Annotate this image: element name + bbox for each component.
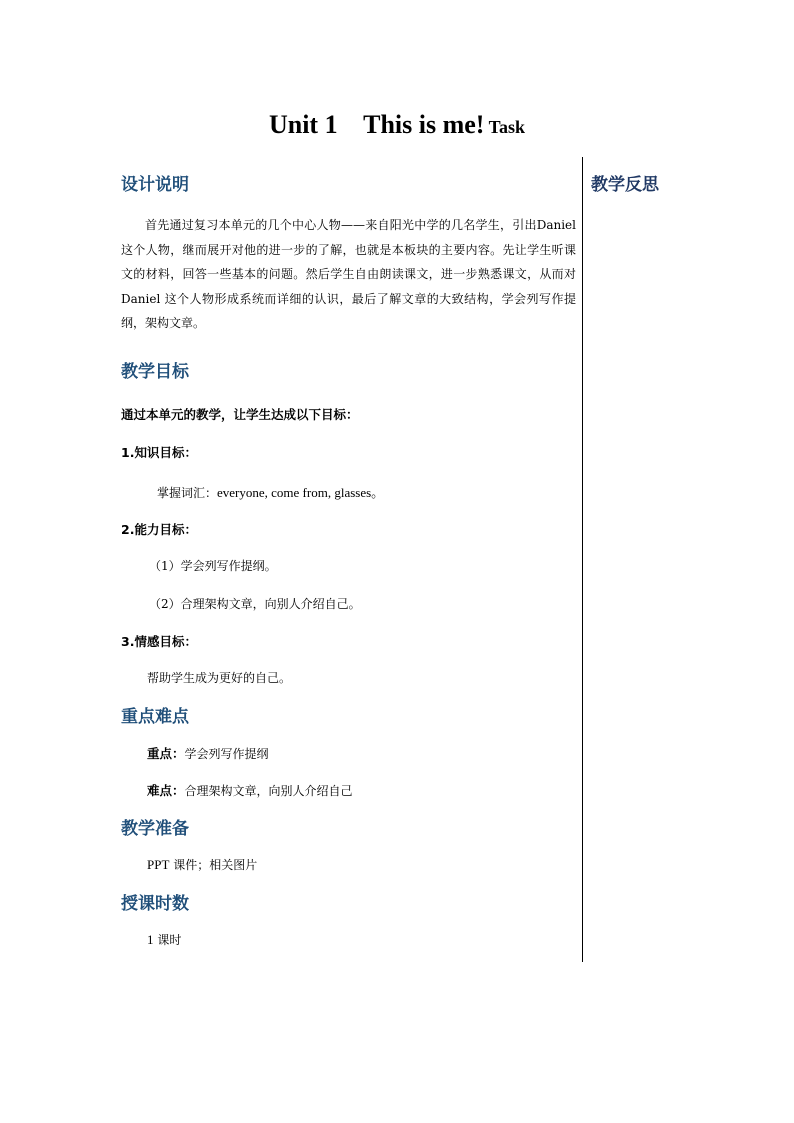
- knowledge-words: everyone, come from, glasses。: [217, 485, 385, 500]
- emotion-item: 帮助学生成为更好的自己。: [147, 671, 292, 685]
- knowledge-item: [157, 482, 384, 501]
- design-heading: 设计说明: [121, 175, 189, 195]
- column-divider: [582, 157, 583, 962]
- difficulty-text: 合理架构文章，向别人介绍自己: [184, 784, 353, 798]
- key-label: 重点：: [147, 746, 185, 761]
- reflection-heading: 教学反思: [591, 175, 659, 195]
- hours-line: [147, 931, 181, 948]
- preparation-text: 课件；相关图片: [169, 858, 258, 872]
- objectives-intro: 通过本单元的教学，让学生达成以下目标：: [121, 407, 359, 422]
- key-points-heading: 重点难点: [121, 707, 189, 727]
- preparation-ppt: PPT: [147, 857, 170, 872]
- emotion-label: 3.情感目标：: [121, 634, 197, 649]
- knowledge-prefix: 掌握词汇：: [157, 486, 218, 500]
- objectives-heading: 教学目标: [121, 362, 189, 382]
- preparation-line: [147, 856, 257, 873]
- key-text: 学会列写作提纲: [184, 747, 269, 761]
- preparation-heading: 教学准备: [121, 819, 189, 839]
- page-title: [0, 110, 794, 140]
- key-point-line: [147, 744, 269, 762]
- design-paragraph: 首先通过复习本单元的几个中心人物——来自阳光中学的几名学生，引出Daniel 这个人物，继而展开对他的进一步的了解，也就是本板块的主要内容。先让学生听课文的材料，回答一些基本的问题。然后学生自由朗读课文，进一步熟悉课文，从而对Daniel 这个人物形成系统而详细的认识，最后了解文章的大致结构，学会列写作提纲，架构文章。: [121, 218, 576, 331]
- hours-text: 课时: [153, 933, 182, 947]
- ability-item-2: （2）合理架构文章，向别人介绍自己。: [149, 597, 361, 611]
- ability-item-1: （1）学会列写作提纲。: [149, 559, 277, 573]
- difficulty-label: 难点：: [147, 783, 185, 798]
- hours-heading: 授课时数: [121, 894, 189, 914]
- knowledge-label: 1.知识目标：: [121, 445, 197, 460]
- hours-num: 1: [147, 932, 154, 947]
- ability-label: 2.能力目标：: [121, 522, 197, 537]
- title-main: Unit 1 This is me!: [268, 110, 485, 139]
- difficulty-line: [147, 781, 353, 799]
- title-suffix: Task: [484, 117, 526, 137]
